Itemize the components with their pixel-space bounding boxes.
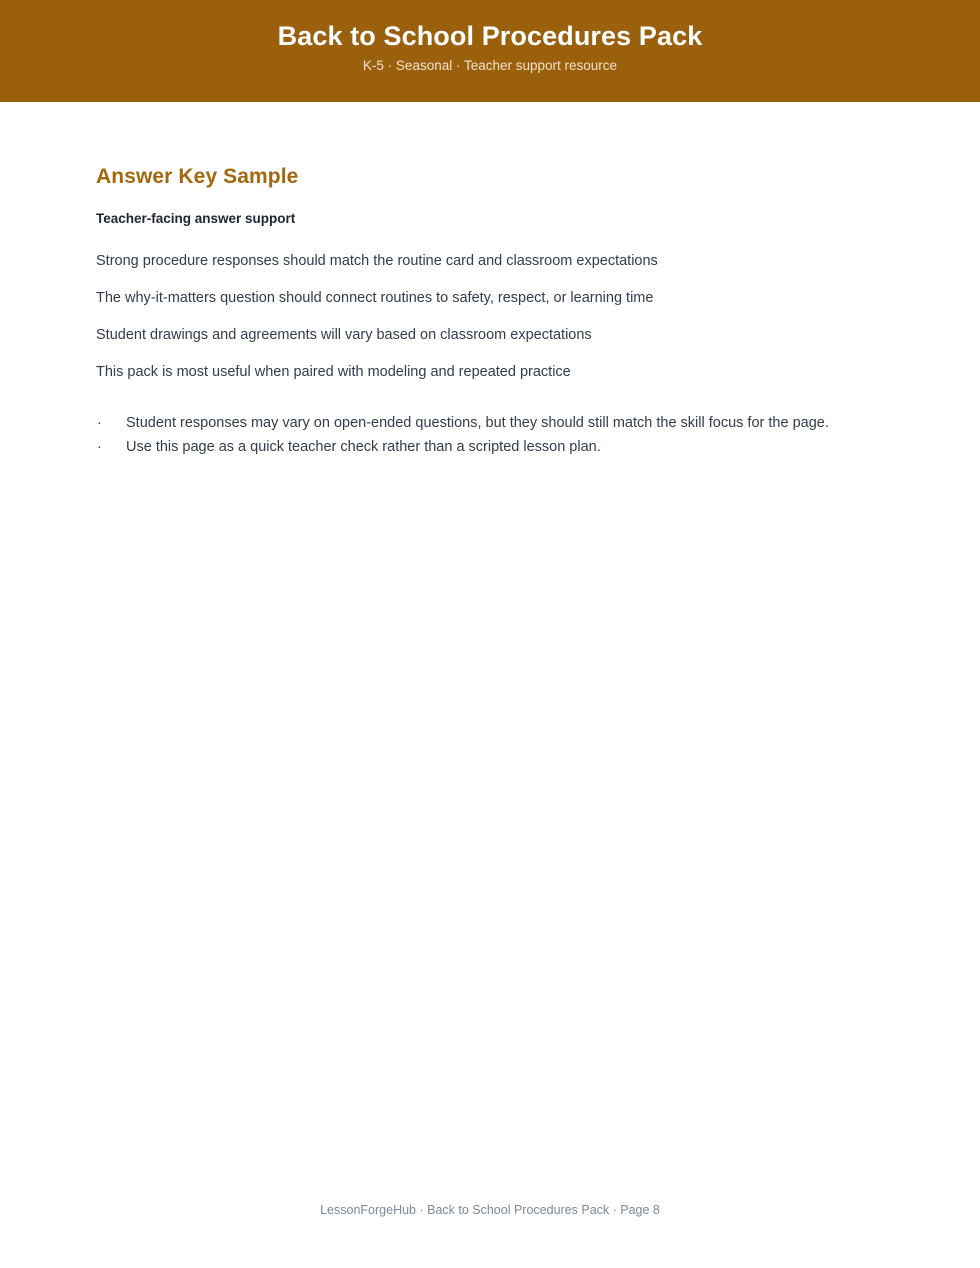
bullet-icon: · xyxy=(97,415,102,431)
document-subtitle: K-5 · Seasonal · Teacher support resource xyxy=(362,58,618,73)
document-content xyxy=(96,102,884,460)
document-title: Back to School Procedures Pack xyxy=(277,21,703,51)
bullet-icon: · xyxy=(97,439,102,455)
page-title: Answer Key Sample xyxy=(96,165,299,188)
list-item xyxy=(96,436,884,459)
answer-guidance-line: Strong procedure responses should match the routine card and classroom expectations xyxy=(96,253,658,269)
page-footer xyxy=(0,1202,980,1219)
answer-guidance-line: Student drawings and agreements will vary based on classroom expectations xyxy=(96,327,592,343)
document-header-banner xyxy=(0,0,980,102)
answer-guidance-list xyxy=(96,228,884,381)
teacher-notes-list xyxy=(96,381,884,459)
list-item-text: Student responses may vary on open-ended questions, but they should still match the skill focus for the page. xyxy=(126,415,829,431)
answer-guidance-line: The why-it-matters question should connect routines to safety, respect, or learning time xyxy=(96,290,654,306)
section-subtitle: Teacher-facing answer support xyxy=(96,211,296,226)
list-item xyxy=(96,412,884,435)
answer-guidance-line: This pack is most useful when paired with modeling and repeated practice xyxy=(96,364,571,380)
footer-text: LessonForgeHub · Back to School Procedures Pack · Page 8 xyxy=(320,1203,660,1217)
list-item-text: Use this page as a quick teacher check rather than a scripted lesson plan. xyxy=(126,439,601,455)
